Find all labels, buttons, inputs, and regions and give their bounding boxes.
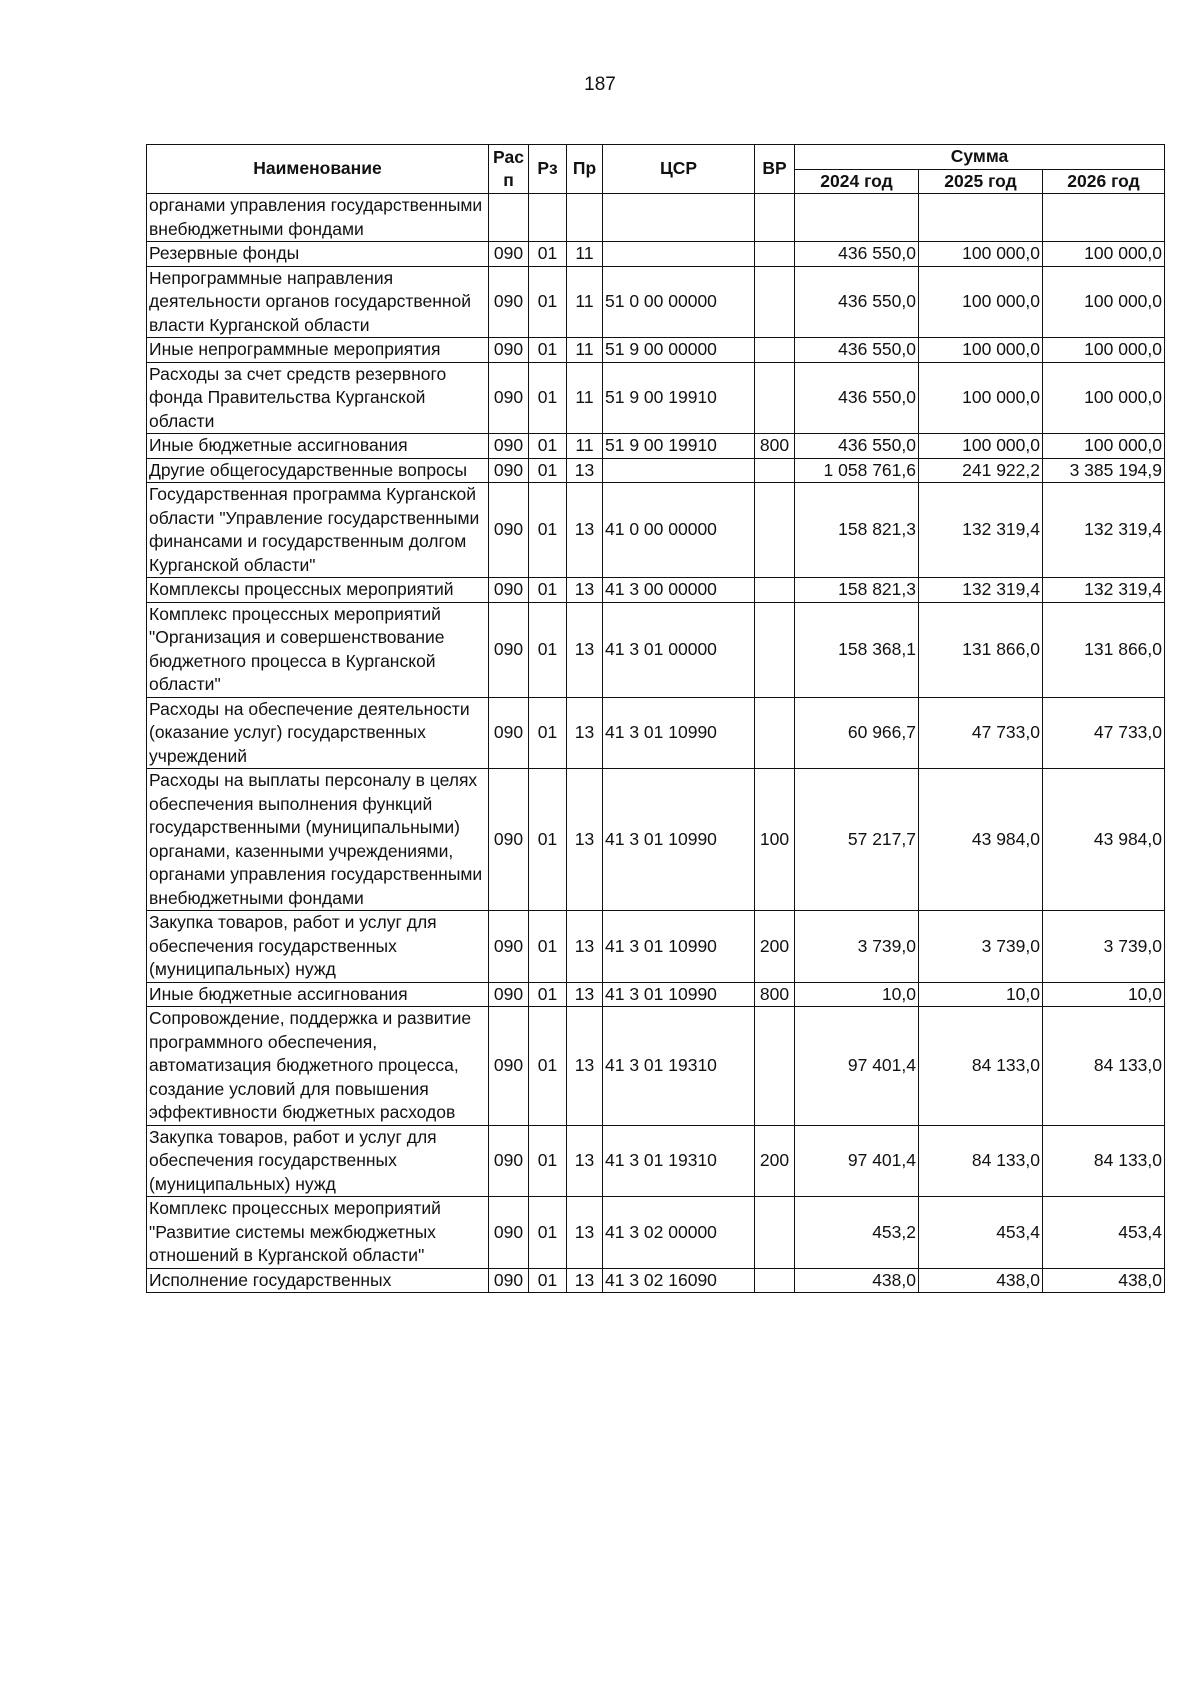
cell-sum-2024: 97 401,4 <box>795 1007 919 1126</box>
cell-pr: 13 <box>567 697 603 769</box>
cell-rz: 01 <box>529 1268 567 1293</box>
cell-pr: 13 <box>567 1197 603 1269</box>
cell-sum-2024: 438,0 <box>795 1268 919 1293</box>
cell-sum-2025: 438,0 <box>919 1268 1043 1293</box>
table-row <box>147 697 1165 769</box>
cell-sum-2024: 97 401,4 <box>795 1125 919 1197</box>
cell-csr: 51 9 00 00000 <box>603 338 755 363</box>
cell-pr: 13 <box>567 483 603 578</box>
table-header <box>147 145 1165 194</box>
table-row <box>147 911 1165 983</box>
cell-name: Иные бюджетные ассигнования <box>147 982 489 1007</box>
cell-rz: 01 <box>529 338 567 363</box>
cell-sum-2024: 10,0 <box>795 982 919 1007</box>
cell-csr: 41 3 02 00000 <box>603 1197 755 1269</box>
cell-sum-2026: 84 133,0 <box>1043 1125 1165 1197</box>
cell-sum-2024: 60 966,7 <box>795 697 919 769</box>
cell-sum-2024: 436 550,0 <box>795 242 919 267</box>
cell-vr <box>755 338 795 363</box>
cell-sum-2024: 158 821,3 <box>795 578 919 603</box>
cell-vr <box>755 194 795 242</box>
header-vr: ВР <box>755 145 795 194</box>
table-row <box>147 483 1165 578</box>
cell-rasp: 090 <box>489 1197 529 1269</box>
cell-sum-2024: 436 550,0 <box>795 434 919 459</box>
cell-name: органами управления государственными внебюджетными фондами <box>147 194 489 242</box>
header-rasp: Рас п <box>489 145 529 194</box>
cell-sum-2024: 436 550,0 <box>795 362 919 434</box>
cell-sum-2024: 3 739,0 <box>795 911 919 983</box>
cell-csr: 51 9 00 19910 <box>603 362 755 434</box>
table-row <box>147 578 1165 603</box>
cell-csr <box>603 194 755 242</box>
header-rz: Рз <box>529 145 567 194</box>
cell-pr: 13 <box>567 982 603 1007</box>
header-year-2025: 2025 год <box>919 169 1043 194</box>
cell-csr: 41 3 01 10990 <box>603 911 755 983</box>
cell-rz: 01 <box>529 982 567 1007</box>
cell-sum-2024: 436 550,0 <box>795 338 919 363</box>
cell-sum-2024: 57 217,7 <box>795 769 919 911</box>
cell-sum-2026: 438,0 <box>1043 1268 1165 1293</box>
cell-pr: 13 <box>567 769 603 911</box>
cell-sum-2025: 241 922,2 <box>919 458 1043 483</box>
cell-vr <box>755 483 795 578</box>
cell-name: Расходы на выплаты персоналу в целях обеспечения выполнения функций государственными (муниципальными) органами, казенными учреждениями, органами управления государственными внебюджетными фондами <box>147 769 489 911</box>
cell-sum-2025: 100 000,0 <box>919 434 1043 459</box>
cell-sum-2024: 453,2 <box>795 1197 919 1269</box>
cell-rasp: 090 <box>489 578 529 603</box>
cell-csr: 51 9 00 19910 <box>603 434 755 459</box>
cell-csr: 41 3 01 10990 <box>603 697 755 769</box>
cell-rz: 01 <box>529 242 567 267</box>
cell-rasp: 090 <box>489 1125 529 1197</box>
cell-pr: 11 <box>567 266 603 338</box>
cell-name: Непрограммные направления деятельности органов государственной власти Курганской области <box>147 266 489 338</box>
cell-sum-2025: 84 133,0 <box>919 1007 1043 1126</box>
cell-sum-2026: 43 984,0 <box>1043 769 1165 911</box>
cell-pr: 11 <box>567 242 603 267</box>
header-year-2026: 2026 год <box>1043 169 1165 194</box>
cell-rz: 01 <box>529 578 567 603</box>
cell-vr <box>755 242 795 267</box>
cell-sum-2026: 10,0 <box>1043 982 1165 1007</box>
table-row <box>147 1125 1165 1197</box>
cell-pr: 13 <box>567 1268 603 1293</box>
table-row <box>147 266 1165 338</box>
cell-sum-2026: 100 000,0 <box>1043 242 1165 267</box>
cell-csr: 41 3 01 10990 <box>603 769 755 911</box>
cell-sum-2026: 47 733,0 <box>1043 697 1165 769</box>
cell-sum-2024: 158 821,3 <box>795 483 919 578</box>
table-row <box>147 434 1165 459</box>
cell-sum-2025: 3 739,0 <box>919 911 1043 983</box>
cell-sum-2025: 84 133,0 <box>919 1125 1043 1197</box>
cell-csr <box>603 458 755 483</box>
cell-name: Другие общегосударственные вопросы <box>147 458 489 483</box>
cell-pr: 13 <box>567 1125 603 1197</box>
table-row <box>147 1197 1165 1269</box>
cell-vr <box>755 266 795 338</box>
cell-sum-2025: 47 733,0 <box>919 697 1043 769</box>
cell-name: Резервные фонды <box>147 242 489 267</box>
cell-sum-2024: 158 368,1 <box>795 602 919 697</box>
cell-rz: 01 <box>529 483 567 578</box>
cell-vr <box>755 1197 795 1269</box>
cell-sum-2026: 3 739,0 <box>1043 911 1165 983</box>
cell-sum-2026: 132 319,4 <box>1043 578 1165 603</box>
cell-rz: 01 <box>529 434 567 459</box>
cell-rasp: 090 <box>489 338 529 363</box>
cell-name: Комплекс процессных мероприятий "Развитие системы межбюджетных отношений в Курганской области" <box>147 1197 489 1269</box>
cell-name: Иные бюджетные ассигнования <box>147 434 489 459</box>
cell-sum-2026: 100 000,0 <box>1043 338 1165 363</box>
cell-csr: 51 0 00 00000 <box>603 266 755 338</box>
cell-sum-2025: 132 319,4 <box>919 483 1043 578</box>
cell-vr <box>755 602 795 697</box>
cell-sum-2026 <box>1043 194 1165 242</box>
cell-sum-2025: 132 319,4 <box>919 578 1043 603</box>
cell-sum-2025: 100 000,0 <box>919 362 1043 434</box>
cell-pr: 13 <box>567 602 603 697</box>
cell-rz: 01 <box>529 1125 567 1197</box>
cell-pr <box>567 194 603 242</box>
header-csr: ЦСР <box>603 145 755 194</box>
cell-csr: 41 3 01 19310 <box>603 1007 755 1126</box>
cell-rasp: 090 <box>489 911 529 983</box>
cell-sum-2026: 3 385 194,9 <box>1043 458 1165 483</box>
cell-sum-2024: 436 550,0 <box>795 266 919 338</box>
cell-rasp: 090 <box>489 483 529 578</box>
cell-sum-2026: 131 866,0 <box>1043 602 1165 697</box>
cell-vr <box>755 578 795 603</box>
cell-rz: 01 <box>529 769 567 911</box>
cell-sum-2024: 1 058 761,6 <box>795 458 919 483</box>
cell-rz: 01 <box>529 362 567 434</box>
cell-sum-2026: 100 000,0 <box>1043 434 1165 459</box>
cell-rasp: 090 <box>489 242 529 267</box>
header-name: Наименование <box>147 145 489 194</box>
cell-name: Закупка товаров, работ и услуг для обеспечения государственных (муниципальных) нужд <box>147 911 489 983</box>
table-row <box>147 769 1165 911</box>
cell-csr: 41 3 01 19310 <box>603 1125 755 1197</box>
cell-csr: 41 0 00 00000 <box>603 483 755 578</box>
cell-sum-2025 <box>919 194 1043 242</box>
cell-pr: 13 <box>567 1007 603 1126</box>
cell-sum-2026: 84 133,0 <box>1043 1007 1165 1126</box>
cell-name: Комплекс процессных мероприятий "Организация и совершенствование бюджетного процесса в Курганской области" <box>147 602 489 697</box>
cell-rasp: 090 <box>489 769 529 911</box>
cell-name: Иные непрограммные мероприятия <box>147 338 489 363</box>
cell-csr: 41 3 00 00000 <box>603 578 755 603</box>
table-row <box>147 338 1165 363</box>
budget-table <box>146 144 1165 1293</box>
cell-rasp: 090 <box>489 266 529 338</box>
cell-pr: 13 <box>567 911 603 983</box>
cell-csr: 41 3 02 16090 <box>603 1268 755 1293</box>
cell-rz: 01 <box>529 266 567 338</box>
cell-name: Исполнение государственных <box>147 1268 489 1293</box>
cell-rasp: 090 <box>489 1007 529 1126</box>
cell-sum-2026: 453,4 <box>1043 1197 1165 1269</box>
cell-sum-2024 <box>795 194 919 242</box>
cell-rasp: 090 <box>489 434 529 459</box>
cell-rasp: 090 <box>489 697 529 769</box>
cell-name: Расходы за счет средств резервного фонда Правительства Курганской области <box>147 362 489 434</box>
cell-rasp: 090 <box>489 362 529 434</box>
cell-rz: 01 <box>529 458 567 483</box>
table-row <box>147 362 1165 434</box>
cell-name: Сопровождение, поддержка и развитие программного обеспечения, автоматизация бюджетного процесса, создание условий для повышения эффективности бюджетных расходов <box>147 1007 489 1126</box>
cell-csr <box>603 242 755 267</box>
cell-sum-2026: 100 000,0 <box>1043 266 1165 338</box>
table-row <box>147 242 1165 267</box>
cell-pr: 11 <box>567 434 603 459</box>
table-row <box>147 602 1165 697</box>
cell-sum-2025: 43 984,0 <box>919 769 1043 911</box>
cell-pr: 11 <box>567 362 603 434</box>
cell-name: Закупка товаров, работ и услуг для обеспечения государственных (муниципальных) нужд <box>147 1125 489 1197</box>
table-row <box>147 982 1165 1007</box>
cell-rasp: 090 <box>489 458 529 483</box>
cell-csr: 41 3 01 10990 <box>603 982 755 1007</box>
table-row <box>147 458 1165 483</box>
cell-vr: 200 <box>755 1125 795 1197</box>
cell-csr: 41 3 01 00000 <box>603 602 755 697</box>
cell-vr <box>755 458 795 483</box>
cell-rasp: 090 <box>489 982 529 1007</box>
cell-sum-2026: 132 319,4 <box>1043 483 1165 578</box>
cell-name: Государственная программа Курганской области "Управление государственными финансами и государственным долгом Курганской области" <box>147 483 489 578</box>
cell-rz: 01 <box>529 1197 567 1269</box>
cell-vr: 800 <box>755 982 795 1007</box>
header-pr: Пр <box>567 145 603 194</box>
cell-rasp: 090 <box>489 602 529 697</box>
table-row <box>147 1007 1165 1126</box>
cell-pr: 13 <box>567 578 603 603</box>
cell-pr: 11 <box>567 338 603 363</box>
table-row <box>147 194 1165 242</box>
cell-vr <box>755 362 795 434</box>
cell-vr <box>755 1007 795 1126</box>
cell-rasp: 090 <box>489 1268 529 1293</box>
cell-name: Комплексы процессных мероприятий <box>147 578 489 603</box>
cell-sum-2025: 100 000,0 <box>919 338 1043 363</box>
table-row <box>147 1268 1165 1293</box>
cell-vr <box>755 1268 795 1293</box>
table-body <box>147 194 1165 1293</box>
cell-sum-2025: 131 866,0 <box>919 602 1043 697</box>
cell-rasp <box>489 194 529 242</box>
cell-rz: 01 <box>529 602 567 697</box>
cell-sum-2025: 100 000,0 <box>919 266 1043 338</box>
cell-vr <box>755 697 795 769</box>
header-year-2024: 2024 год <box>795 169 919 194</box>
cell-vr: 200 <box>755 911 795 983</box>
cell-rz: 01 <box>529 911 567 983</box>
cell-sum-2026: 100 000,0 <box>1043 362 1165 434</box>
cell-sum-2025: 100 000,0 <box>919 242 1043 267</box>
cell-sum-2025: 10,0 <box>919 982 1043 1007</box>
cell-vr: 800 <box>755 434 795 459</box>
cell-sum-2025: 453,4 <box>919 1197 1043 1269</box>
cell-rz: 01 <box>529 697 567 769</box>
header-sum: Сумма <box>795 145 1165 170</box>
cell-vr: 100 <box>755 769 795 911</box>
cell-rz <box>529 194 567 242</box>
cell-rz: 01 <box>529 1007 567 1126</box>
cell-name: Расходы на обеспечение деятельности (оказание услуг) государственных учреждений <box>147 697 489 769</box>
page-number: 187 <box>584 74 616 95</box>
cell-pr: 13 <box>567 458 603 483</box>
